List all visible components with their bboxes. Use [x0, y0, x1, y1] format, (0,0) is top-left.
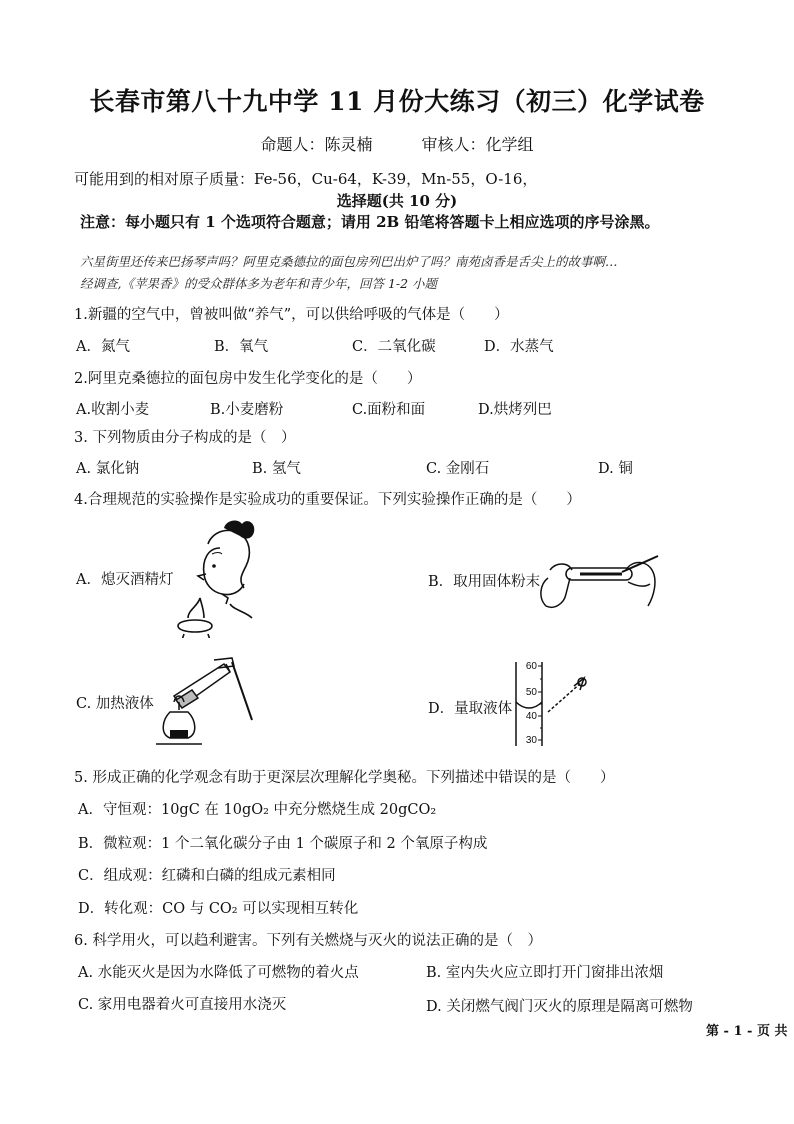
q4-option-c: C. 加热液体 — [76, 696, 154, 712]
q2-option-b: B.小麦磨粉 — [210, 402, 284, 418]
q5-option-c: C．组成观：红磷和白磷的组成元素相同 — [78, 868, 336, 884]
blowing-out-lamp-illustration — [168, 518, 260, 638]
q1-stem: 1.新疆的空气中，曾被叫做“养气”，可以供给呼吸的气体是（ ） — [74, 307, 509, 323]
notice: 注意：每小题只有 1 个选项符合题意；请用 2B 铅笔将答题卡上相应选项的序号涂黑。 — [80, 213, 660, 231]
q6-option-c: C. 家用电器着火可直接用水浇灭 — [78, 997, 287, 1013]
intro-line-1: 六星街里还传来巴扬琴声吗？阿里克桑德拉的面包房列巴出炉了吗？南苑卤香是舌尖上的故事啊… — [80, 254, 618, 269]
q1-option-c: C．二氧化碳 — [352, 339, 436, 355]
q3-option-d: D. 铜 — [598, 461, 633, 477]
cylinder-tick-60: 60 — [525, 661, 537, 672]
page-footer: 第 - 1 - 页 共 — [706, 1024, 788, 1039]
q1-option-a: A．氮气 — [76, 339, 130, 355]
author: 命题人：陈灵楠 — [260, 135, 373, 154]
q4-stem: 4.合理规范的实验操作是实验成功的重要保证。下列实验操作正确的是（ ） — [74, 492, 581, 508]
cylinder-tick-40: 40 — [525, 711, 537, 722]
q3-stem: 3. 下列物质由分子构成的是（ ） — [74, 430, 296, 446]
cylinder-tick-30: 30 — [525, 735, 537, 746]
q4-option-d: D．量取液体 — [428, 701, 513, 717]
exam-title: 长春市第八十九中学 11 月份大练习（初三）化学试卷 — [89, 87, 705, 116]
q4-option-b: B．取用固体粉末 — [428, 574, 541, 590]
author-line — [0, 132, 794, 155]
intro-line-2: 经调查,《苹果香》的受众群体多为老年和青少年，回答 1-2 小题 — [80, 276, 438, 291]
q6-option-a: A. 水能灭火是因为水降低了可燃物的着火点 — [78, 965, 359, 981]
q1-option-d: D．水蒸气 — [484, 339, 554, 355]
powder-test-tube-illustration — [536, 548, 660, 612]
heating-liquid-illustration — [152, 650, 262, 750]
graduated-cylinder-illustration — [510, 658, 600, 750]
q2-option-d: D.烘烤列巴 — [478, 402, 552, 418]
q5-option-b: B．微粒观：1 个二氧化碳分子由 1 个碳原子和 2 个氧原子构成 — [78, 836, 488, 852]
q2-stem: 2.阿里克桑德拉的面包房中发生化学变化的是（ ） — [74, 371, 422, 387]
q1-option-b: B．氧气 — [214, 339, 269, 355]
q6-option-b: B. 室内失火应立即打开门窗排出浓烟 — [426, 965, 664, 981]
q6-option-d: D. 关闭燃气阀门灭火的原理是隔离可燃物 — [426, 999, 693, 1015]
q3-option-c: C. 金刚石 — [426, 461, 490, 477]
section-title: 选择题(共 10 分) — [336, 192, 458, 210]
q4-option-a: A．熄灭酒精灯 — [76, 572, 174, 588]
q5-option-d: D．转化观：CO 与 CO₂ 可以实现相互转化 — [78, 901, 359, 917]
atomic-masses: 可能用到的相对原子质量：Fe-56，Cu-64，K-39，Mn-55，O-16， — [74, 170, 538, 188]
q6-stem: 6. 科学用火，可以趋利避害。下列有关燃烧与灭火的说法正确的是（ ） — [74, 933, 542, 949]
q2-option-a: A.收割小麦 — [76, 402, 150, 418]
q3-option-b: B. 氢气 — [252, 461, 301, 477]
reviewer: 审核人：化学组 — [421, 135, 534, 154]
q3-option-a: A. 氯化钠 — [76, 461, 140, 477]
cylinder-tick-50: 50 — [525, 687, 537, 698]
q5-option-a: A．守恒观：10gC 在 10gO₂ 中充分燃烧生成 20gCO₂ — [78, 802, 437, 818]
q5-stem: 5. 形成正确的化学观念有助于更深层次理解化学奥秘。下列描述中错误的是（ ） — [74, 770, 615, 786]
q2-option-c: C.面粉和面 — [352, 402, 426, 418]
